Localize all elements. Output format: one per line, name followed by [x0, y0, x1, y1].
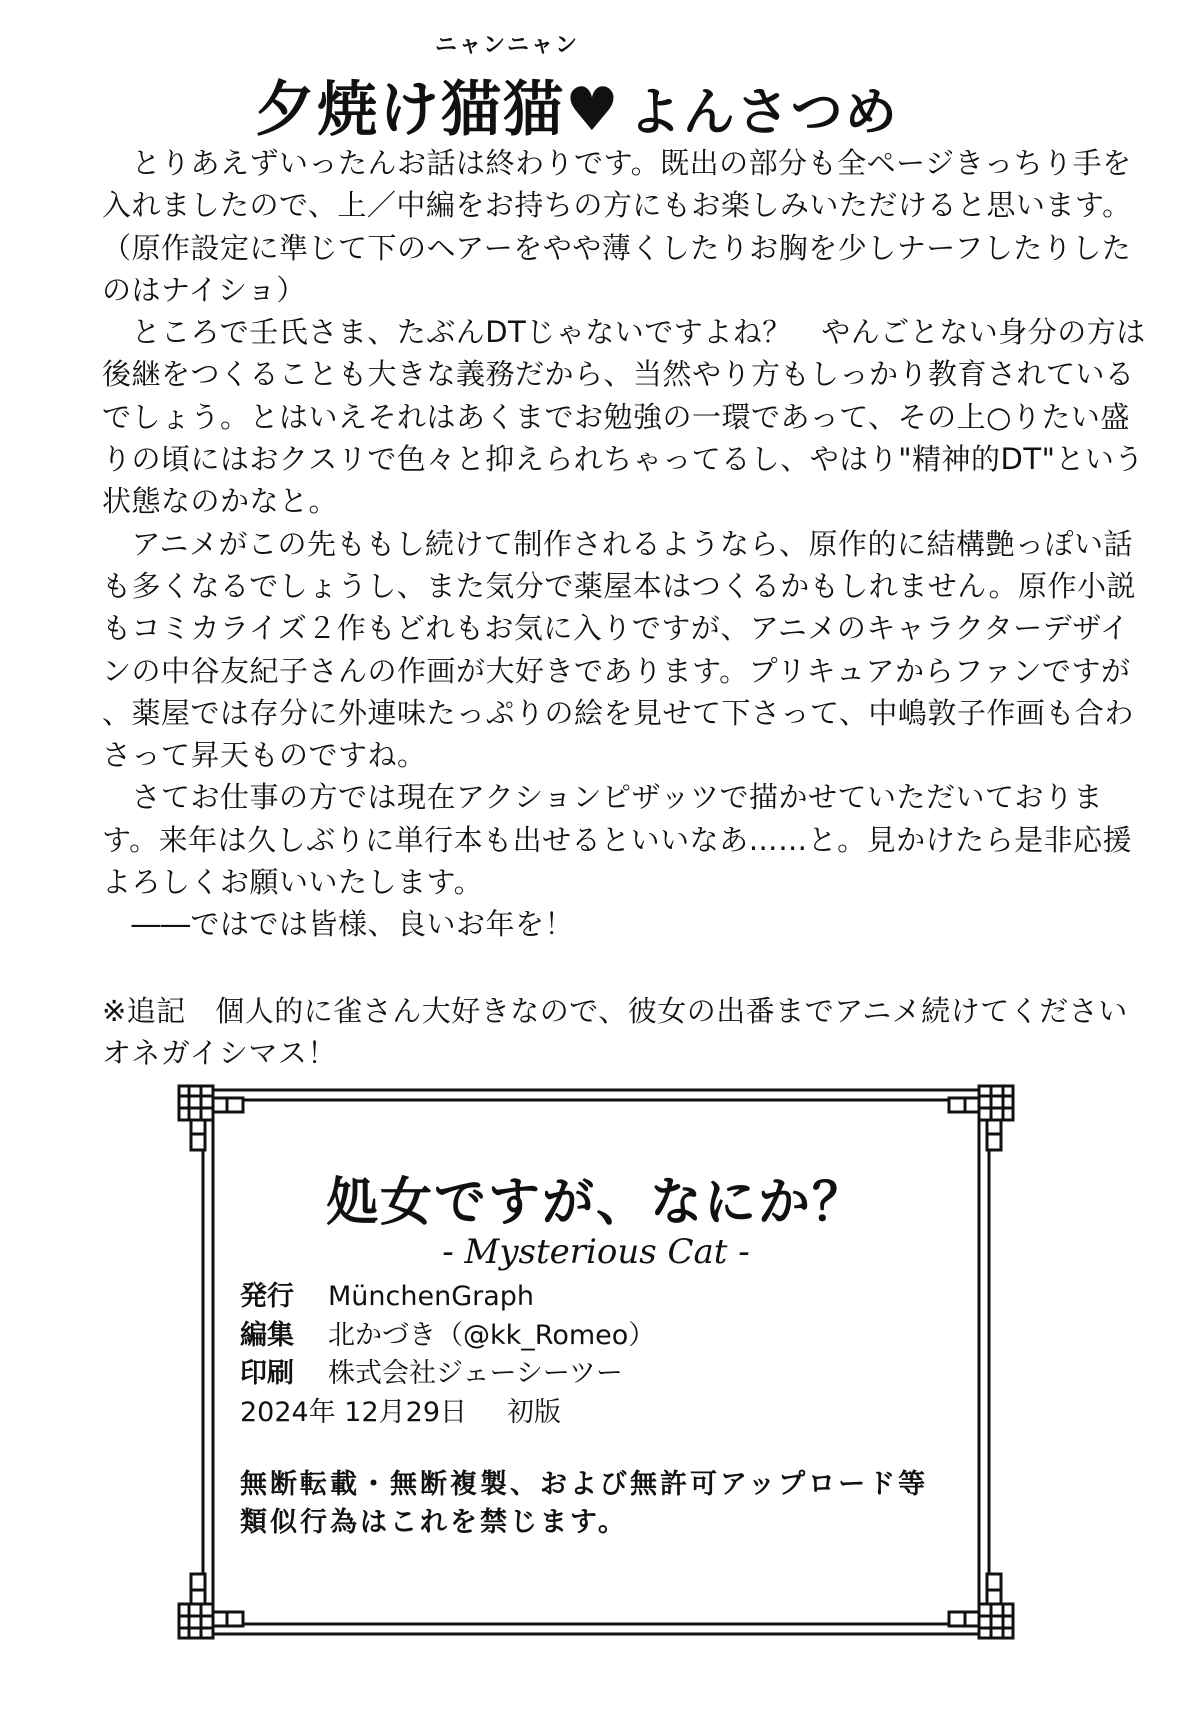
editor: 北かづき（@kk_Romeo）	[328, 1319, 656, 1351]
copyright-notice	[240, 1466, 928, 1542]
page-title	[255, 62, 899, 148]
text-line: （原作設定に準じて下のヘアーをやや薄くしたりお胸を少しナーフしたりした	[102, 230, 1132, 265]
text-line: オネガイシマス！	[102, 1036, 337, 1071]
printer-label: 印刷	[240, 1358, 294, 1389]
book-title: 処女ですが、なにか？	[325, 1172, 866, 1233]
text-line: りの頃にはおクスリで色々と抑えられちゃってるし、やはり"精神的DT"という	[102, 442, 1144, 477]
text-line: 入れましたので、上／中編をお持ちの方にもお楽しみいただけると思います。	[102, 188, 1132, 223]
text-line: よろしくお願いいたします。	[102, 865, 484, 900]
publisher-row	[240, 1278, 655, 1317]
text-line: す。来年は久しぶりに単行本も出せるといいなあ……と。見かけたら是非応援	[102, 822, 1133, 857]
date-row	[240, 1394, 655, 1433]
afterword-text	[102, 142, 1146, 946]
text-line: 、薬屋では存分に外連味たっぷりの絵を見せて下さって、中嶋敦子作画も合わ	[102, 695, 1134, 730]
notice-line: 無断転載・無断複製、および無許可アップロード等	[240, 1469, 929, 1500]
printer: 株式会社ジェーシーツー	[328, 1358, 623, 1389]
editor-label: 編集	[240, 1319, 294, 1351]
editor-row	[240, 1317, 655, 1356]
text-line: ところで壬氏さま、たぶんDTじゃないですよね？ やんごとない身分の方は	[102, 315, 1146, 350]
credits	[240, 1278, 655, 1432]
text-line: ――ではでは皆様、良いお年を！	[102, 907, 575, 942]
text-line: ※追記 個人的に雀さん大好きなので、彼女の出番までアニメ続けてください	[102, 994, 1128, 1028]
text-line: さって昇天ものですね。	[102, 738, 427, 773]
header-ruby: ニャンニャン	[435, 33, 580, 58]
text-line: ンの中谷友紀子さんの作画が大好きであります。プリキュアからファンですが	[102, 653, 1131, 688]
publication-date: 2024年 12月29日	[240, 1396, 468, 1428]
text-line: さてお仕事の方では現在アクションピザッツで描かせていただいておりま	[102, 780, 1103, 815]
text-line: でしょう。とはいえそれはあくまでお勉強の一環であって、その上○りたい盛	[102, 399, 1130, 434]
colophon-frame	[175, 1082, 1017, 1642]
text-line: もコミカライズ２作もどれもお気に入りですが、アニメのキャラクターデザイ	[102, 611, 1130, 646]
title-subtitle: よんさつめ	[628, 83, 899, 143]
text-line: のはナイショ）	[102, 272, 306, 307]
notice-line: 類似行為はこれを禁じます。	[240, 1507, 628, 1538]
text-line: 後継をつくることも大きな義務だから、当然やり方もしっかり教育されている	[102, 357, 1135, 392]
text-line: も多くなるでしょうし、また気分で薬屋本はつくるかもしれません。原作小説	[102, 568, 1136, 603]
heart-icon: ♥	[565, 75, 621, 145]
book-subtitle: - Mysterious Cat -	[442, 1232, 750, 1272]
edition: 初版	[507, 1396, 562, 1428]
text-line: とりあえずいったんお話は終わりです。既出の部分も全ページきっちり手を	[102, 146, 1132, 180]
printer-row	[240, 1355, 655, 1394]
text-line: 状態なのかなと。	[102, 484, 339, 519]
publisher-label: 発行	[240, 1281, 294, 1312]
postscript	[102, 990, 1128, 1075]
publisher: MünchenGraph	[328, 1281, 535, 1312]
text-line: アニメがこの先ももし続けて制作されるようなら、原作的に結構艶っぽい話	[102, 526, 1134, 561]
title-text: 夕焼け猫猫	[255, 75, 565, 145]
